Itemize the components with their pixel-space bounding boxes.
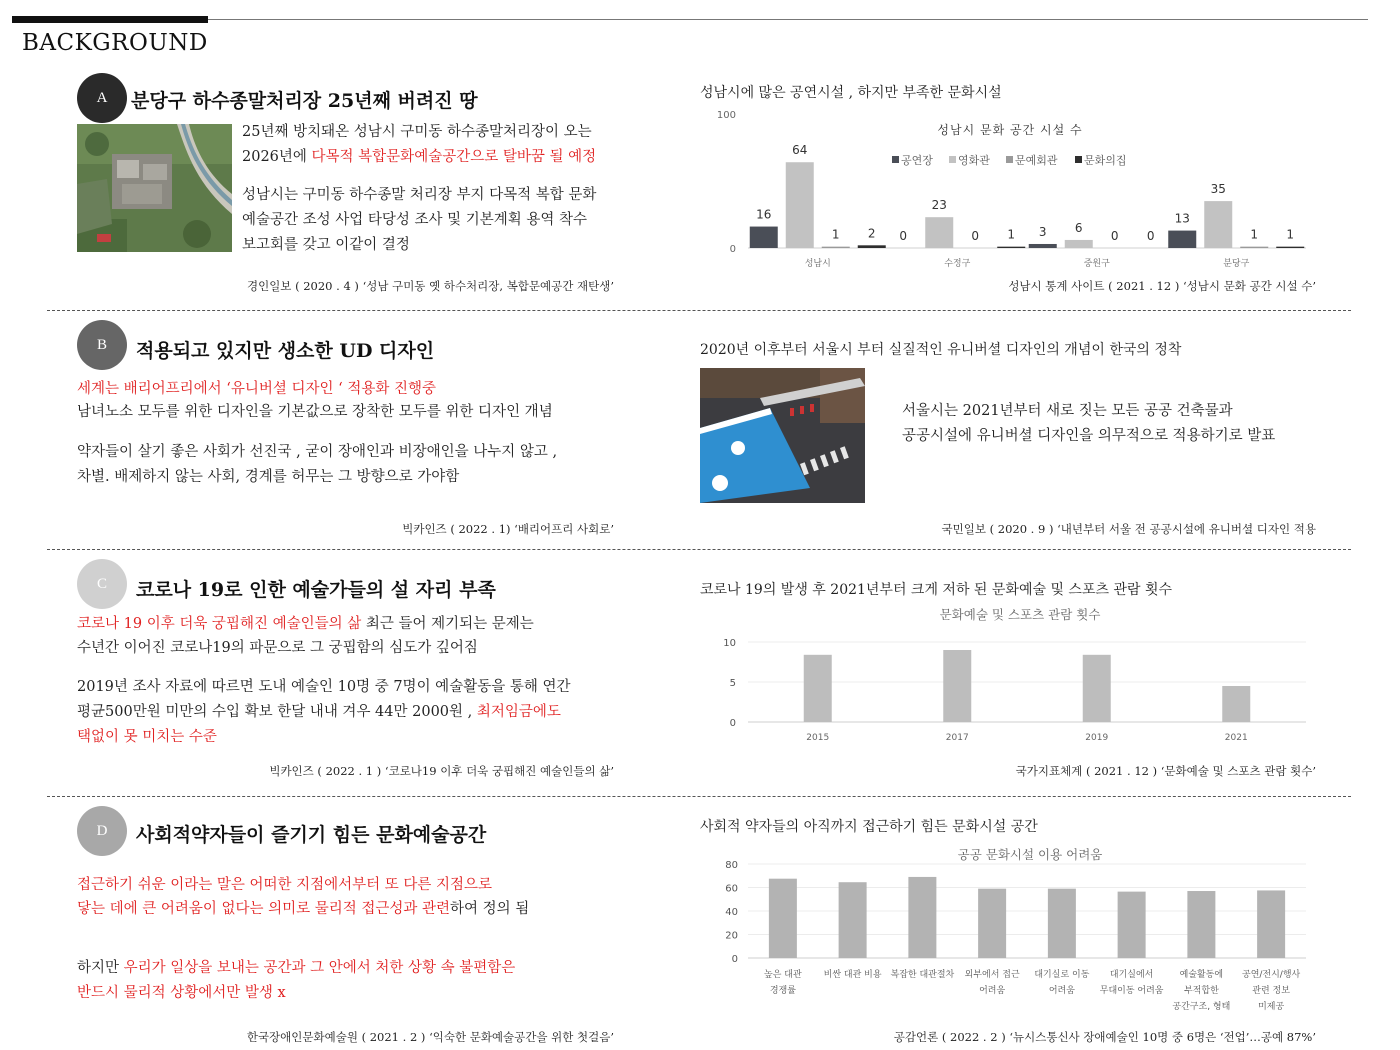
section-b-parking-photo — [700, 368, 865, 503]
x-tick-label: 공연/전시/행사 관련 정보 미제공 — [1242, 970, 1301, 1012]
section-b-line4: 차별. 배제하지 않는 사회, 경계를 허무는 그 방향으로 가야함 — [77, 469, 460, 485]
legend-label: 영화관 — [958, 154, 990, 167]
section-b-line3: 약자들이 살기 좋은 사회가 선진국 , 굳이 장애인과 비장애인을 나누지 않고 , — [77, 444, 558, 460]
section-divider — [47, 549, 1351, 550]
legend-label: 문화의집 — [1084, 154, 1127, 167]
section-b-right-text2: 공공시설에 유니버셜 디자인을 의무적으로 적용하기로 발표 — [902, 428, 1276, 444]
section-d-title: 사회적약자들이 즐기기 힘든 문화예술공간 — [136, 824, 487, 846]
bar — [1222, 686, 1250, 722]
chart-culture-attendance — [700, 602, 1320, 747]
bar — [1168, 231, 1196, 248]
page-title: BACKGROUND — [22, 30, 208, 56]
y-tick-label: 5 — [729, 678, 736, 689]
y-tick-label: 20 — [725, 930, 738, 942]
section-a-source-left: 경인일보 ( 2020 . 4 ) ‘성남 구미동 옛 하수처리장, 복합문예공간 재탄생’ — [246, 279, 614, 293]
x-tick-label: 분당구 — [1223, 259, 1250, 269]
section-d-line3-plain: 하지만 — [77, 960, 124, 976]
section-b-title: 적용되고 있지만 생소한 UD 디자인 — [136, 340, 435, 362]
section-c-line1-plain: 최근 들어 제기되는 문제는 — [361, 616, 534, 632]
bar — [925, 217, 953, 248]
data-label: 0 — [899, 229, 908, 243]
section-d-source-right: 공감언론 ( 2022 . 2 ) ‘뉴시스통신사 장애예술인 10명 중 6명은 ‘전업’…공예 87%’ — [893, 1030, 1316, 1044]
bar — [997, 247, 1025, 248]
header-rule — [12, 19, 1368, 20]
y-tick-label: 0 — [729, 244, 736, 255]
bar — [858, 245, 886, 248]
data-label: 0 — [971, 229, 980, 243]
section-a-p1-line2-plain: 2026년에 — [242, 149, 312, 165]
bar — [822, 247, 850, 248]
bar — [804, 655, 832, 722]
data-label: 0 — [1146, 229, 1155, 243]
x-tick-label: 2017 — [945, 733, 969, 743]
chart-seongnam-facilities — [700, 104, 1320, 274]
section-a-source-right: 성남시 통계 사이트 ( 2021 . 12 ) ‘성남시 문화 공간 시설 수’ — [1008, 279, 1316, 293]
legend-label: 공연장 — [901, 154, 933, 167]
section-b-line1: 세계는 배리어프리에서 ‘유니버셜 디자인 ‘ 적용화 진행중 — [77, 381, 437, 397]
section-d-line3-red: 우리가 일상을 보내는 공간과 그 안에서 처한 상황 속 불편함은 — [123, 960, 516, 976]
x-tick-label: 수정구 — [944, 259, 971, 269]
y-tick-label: 0 — [731, 954, 738, 965]
section-a-badge: A — [77, 73, 127, 123]
legend-swatch — [892, 156, 899, 163]
legend-label: 문예회관 — [1015, 154, 1058, 167]
data-label: 64 — [792, 143, 808, 158]
bar — [1240, 247, 1268, 248]
data-label: 2 — [867, 226, 876, 241]
section-b-line2: 남녀노소 모두를 위한 디자인을 기본값으로 장착한 모두를 위한 디자인 개념 — [77, 404, 553, 420]
data-label: 1 — [831, 227, 840, 242]
section-c-line1 — [77, 612, 534, 637]
chart-title: 문화예술 및 스포츠 관람 횟수 — [939, 607, 1101, 622]
section-d-line2-red: 닿는 데에 큰 어려움이 없다는 의미로 물리적 접근성과 관련 — [77, 901, 451, 917]
x-tick-label: 높은 대관 경쟁률 — [764, 970, 802, 996]
section-a-p2-line1: 성남시는 구미동 하수종말 처리장 부지 다목적 복합 문화 — [242, 187, 597, 203]
y-tick-label: 80 — [725, 860, 738, 871]
bar — [1065, 240, 1093, 248]
x-tick-label: 비싼 대관 비용 — [823, 970, 882, 980]
section-b-right-title: 2020년 이후부터 서울시 부터 실질적인 유니버셜 디자인의 개념이 한국의 정착 — [700, 342, 1182, 358]
section-c-line5: 택없이 못 미치는 수준 — [77, 729, 217, 745]
section-a-right-title: 성남시에 많은 공연시설 , 하지만 부족한 문화시설 — [700, 85, 1002, 101]
bar — [943, 650, 971, 722]
x-tick-label: 2015 — [806, 733, 830, 743]
section-c-highlight: 코로나 19 이후 더욱 궁핍해진 예술인들의 삶 — [77, 616, 362, 632]
y-tick-label: 0 — [729, 718, 736, 729]
y-tick-label: 40 — [725, 907, 738, 918]
section-d-line3 — [77, 956, 515, 981]
y-tick-label: 100 — [716, 110, 736, 121]
section-d-badge: D — [77, 806, 127, 856]
section-c-line3: 2019년 조사 자료에 따르면 도내 예술인 10명 중 7명이 예술활동을 통해 연간 — [77, 679, 571, 695]
x-tick-label: 2019 — [1085, 733, 1109, 743]
section-c-source-left: 빅카인즈 ( 2022 . 1 ) ‘코로나19 이후 더욱 궁핍해진 예술인들의 삶’ — [269, 764, 614, 778]
section-b-right-text1: 서울시는 2021년부터 새로 짓는 모든 공공 건축물과 — [902, 403, 1233, 419]
bar — [1029, 244, 1057, 248]
bar — [1187, 891, 1215, 958]
section-c-title: 코로나 19로 인한 예술가들의 설 자리 부족 — [136, 579, 496, 601]
chart-title: 성남시 문화 공간 시설 수 — [937, 123, 1083, 137]
section-a-p1-line1: 25년째 방치돼온 성남시 구미동 하수종말처리장이 오는 — [242, 124, 592, 140]
section-divider — [47, 796, 1351, 797]
legend-swatch — [1075, 156, 1082, 163]
data-label: 3 — [1038, 224, 1047, 239]
data-label: 1 — [1250, 227, 1259, 242]
bar — [1204, 201, 1232, 248]
section-a-p2-line2: 예술공간 조성 사업 타당성 조사 및 기본계획 용역 착수 — [242, 212, 588, 228]
chart-title: 공공 문화시설 이용 어려움 — [957, 847, 1103, 862]
section-b-badge: B — [77, 320, 127, 370]
bar — [1083, 655, 1111, 722]
section-c-right-title: 코로나 19의 발생 후 2021년부터 크게 저하 된 문화예술 및 스포츠 관람 횟수 — [700, 582, 1172, 598]
section-divider — [47, 310, 1351, 311]
section-c-line2: 수년간 이어진 코로나19의 파문으로 그 궁핍함의 심도가 깊어짐 — [77, 640, 478, 656]
y-tick-label: 10 — [723, 638, 736, 649]
section-d-line2-plain: 하여 정의 됨 — [450, 901, 530, 917]
chart-facility-difficulty — [700, 840, 1320, 1020]
data-label: 16 — [756, 207, 772, 222]
x-tick-label: 복잡한 대관절차 — [890, 970, 955, 980]
bar — [1276, 247, 1304, 248]
section-d-right-title: 사회적 약자들의 아직까지 접근하기 힘든 문화시설 공간 — [700, 819, 1038, 835]
section-b-source-left: 빅카인즈 ( 2022 . 1) ‘배리어프리 사회로’ — [402, 522, 614, 536]
section-a-title: 분당구 하수종말처리장 25년째 버려진 땅 — [131, 90, 478, 112]
section-c-source-right: 국가지표체계 ( 2021 . 12 ) ‘문화예술 및 스포츠 관람 횟수’ — [1015, 764, 1316, 778]
bar — [769, 879, 797, 958]
x-tick-label: 예술활동에 부적합한 공간구조, 형태 — [1172, 970, 1231, 1012]
section-a-aerial-photo — [77, 124, 232, 252]
x-tick-label: 2021 — [1224, 733, 1248, 743]
section-c-badge: C — [77, 559, 127, 609]
x-tick-label: 대기실로 이동 어려움 — [1034, 970, 1090, 996]
x-tick-label: 중원구 — [1083, 259, 1110, 269]
data-label: 1 — [1007, 227, 1016, 242]
section-d-source-left: 한국장애인문화예술원 ( 2021 . 2 ) ‘익숙한 문화예술공간을 위한 첫걸음’ — [246, 1030, 614, 1044]
section-d-line2 — [77, 897, 529, 922]
section-a-p1-line2 — [242, 145, 596, 170]
bar — [786, 162, 814, 248]
data-label: 6 — [1074, 220, 1083, 235]
legend-swatch — [949, 156, 956, 163]
bar — [1118, 892, 1146, 958]
section-d-line1: 접근하기 쉬운 이라는 말은 어떠한 지점에서부터 또 다른 지점으로 — [77, 877, 493, 893]
bar — [1048, 889, 1076, 958]
bar — [908, 877, 936, 958]
bar — [750, 227, 778, 248]
section-a-p2-line3: 보고회를 갖고 이같이 결정 — [242, 237, 410, 253]
section-c-line4 — [77, 700, 561, 725]
bar — [1257, 890, 1285, 958]
legend-swatch — [1006, 156, 1013, 163]
section-c-line4-plain: 평균500만원 미만의 수입 확보 한달 내내 겨우 44만 2000원 , — [77, 704, 477, 720]
data-label: 13 — [1174, 211, 1190, 226]
x-tick-label: 성남시 — [804, 259, 831, 269]
header-accent-bar — [12, 16, 208, 23]
y-tick-label: 60 — [725, 883, 738, 895]
bar — [839, 882, 867, 958]
section-c-line4-red: 최저임금에도 — [476, 704, 561, 720]
data-label: 0 — [1110, 229, 1119, 243]
bar — [978, 889, 1006, 958]
data-label: 23 — [931, 198, 947, 213]
data-label: 35 — [1210, 182, 1226, 197]
data-label: 1 — [1286, 227, 1295, 242]
section-b-source-right: 국민일보 ( 2020 . 9 ) ‘내년부터 서울 전 공공시설에 유니버셜 디자인 적용 — [941, 522, 1316, 536]
x-tick-label: 대기실에서 무대이동 어려움 — [1099, 970, 1164, 996]
section-d-line4: 반드시 물리적 상황에서만 발생 x — [77, 985, 286, 1001]
section-a-highlight: 다목적 복합문화예술공간으로 탈바꿈 될 예정 — [311, 149, 597, 165]
x-tick-label: 외부에서 접근 어려움 — [964, 970, 1020, 996]
